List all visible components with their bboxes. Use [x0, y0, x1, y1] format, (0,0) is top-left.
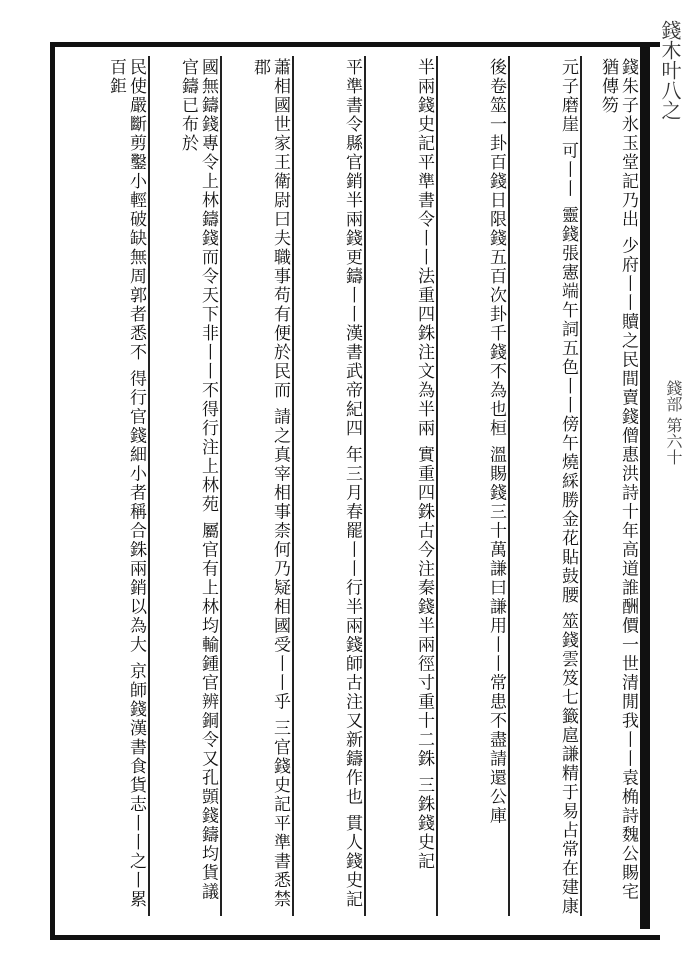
text-column-3: 後卷筮一卦百錢日限錢五百次卦千錢不為也桓 溫賜錢三十萬謙曰謙用丨丨常患不盡請還公庫: [486, 58, 506, 826]
column-rule: [148, 56, 150, 916]
text-column-1: 錢朱子氷玉堂記乃出 少府丨丨贖之民間賣錢僧惠洪詩十年高道誰酬價一世清閒我丨丨袁桷詩魏公賜宅猶傳笏: [598, 58, 638, 902]
column-rule: [436, 56, 438, 916]
text-column-6: 蕭相國世家王衛尉曰夫職事苟有便於民而 請之真宰相事柰何乃疑相國受丨丨乎 三官錢史記平準書悉禁郡: [250, 58, 290, 909]
running-head: 錢木叶八之: [658, 20, 682, 120]
text-column-7: 國無鑄錢專令上林鑄錢而令天下非丨丨不得行注上林苑 屬官有上林均輸鍾官辨銅令又孔顗錢鑄均貨議官鑄已布於: [178, 58, 218, 902]
text-column-2: 元子磨崖 可丨丨 靈錢張憲端午詞五色丨丨傍午燒綵勝金花貼鼓腰 筮錢雲笈七籤扈謙精于易占常在建康: [558, 58, 578, 917]
column-rule: [292, 56, 294, 916]
text-column-8: 民使嚴斷剪鑿小輕破缺無周郭者悉不 得行官錢細小者稱合銖兩銷以為大 京師錢漢書食貨志丨丨之丨累百鉅: [106, 58, 146, 909]
column-rule: [364, 56, 366, 916]
side-label: 錢部 第六十: [664, 380, 683, 466]
text-column-4: 半兩錢史記平準書令丨丨法重四銖注文為半兩 實重四銖古今注秦錢半兩徑寸重十二銖 三銖錢史記: [414, 58, 434, 871]
text-column-5: 平準書令縣官銷半兩錢更鑄丨丨漢書武帝紀四 年三月春罷丨丨行半兩錢師古注又新鑄作也 貫人錢史記: [342, 58, 362, 909]
column-rule: [220, 56, 222, 916]
column-rule: [580, 56, 582, 916]
fold-edge: [640, 44, 650, 929]
column-rule: [508, 56, 510, 916]
